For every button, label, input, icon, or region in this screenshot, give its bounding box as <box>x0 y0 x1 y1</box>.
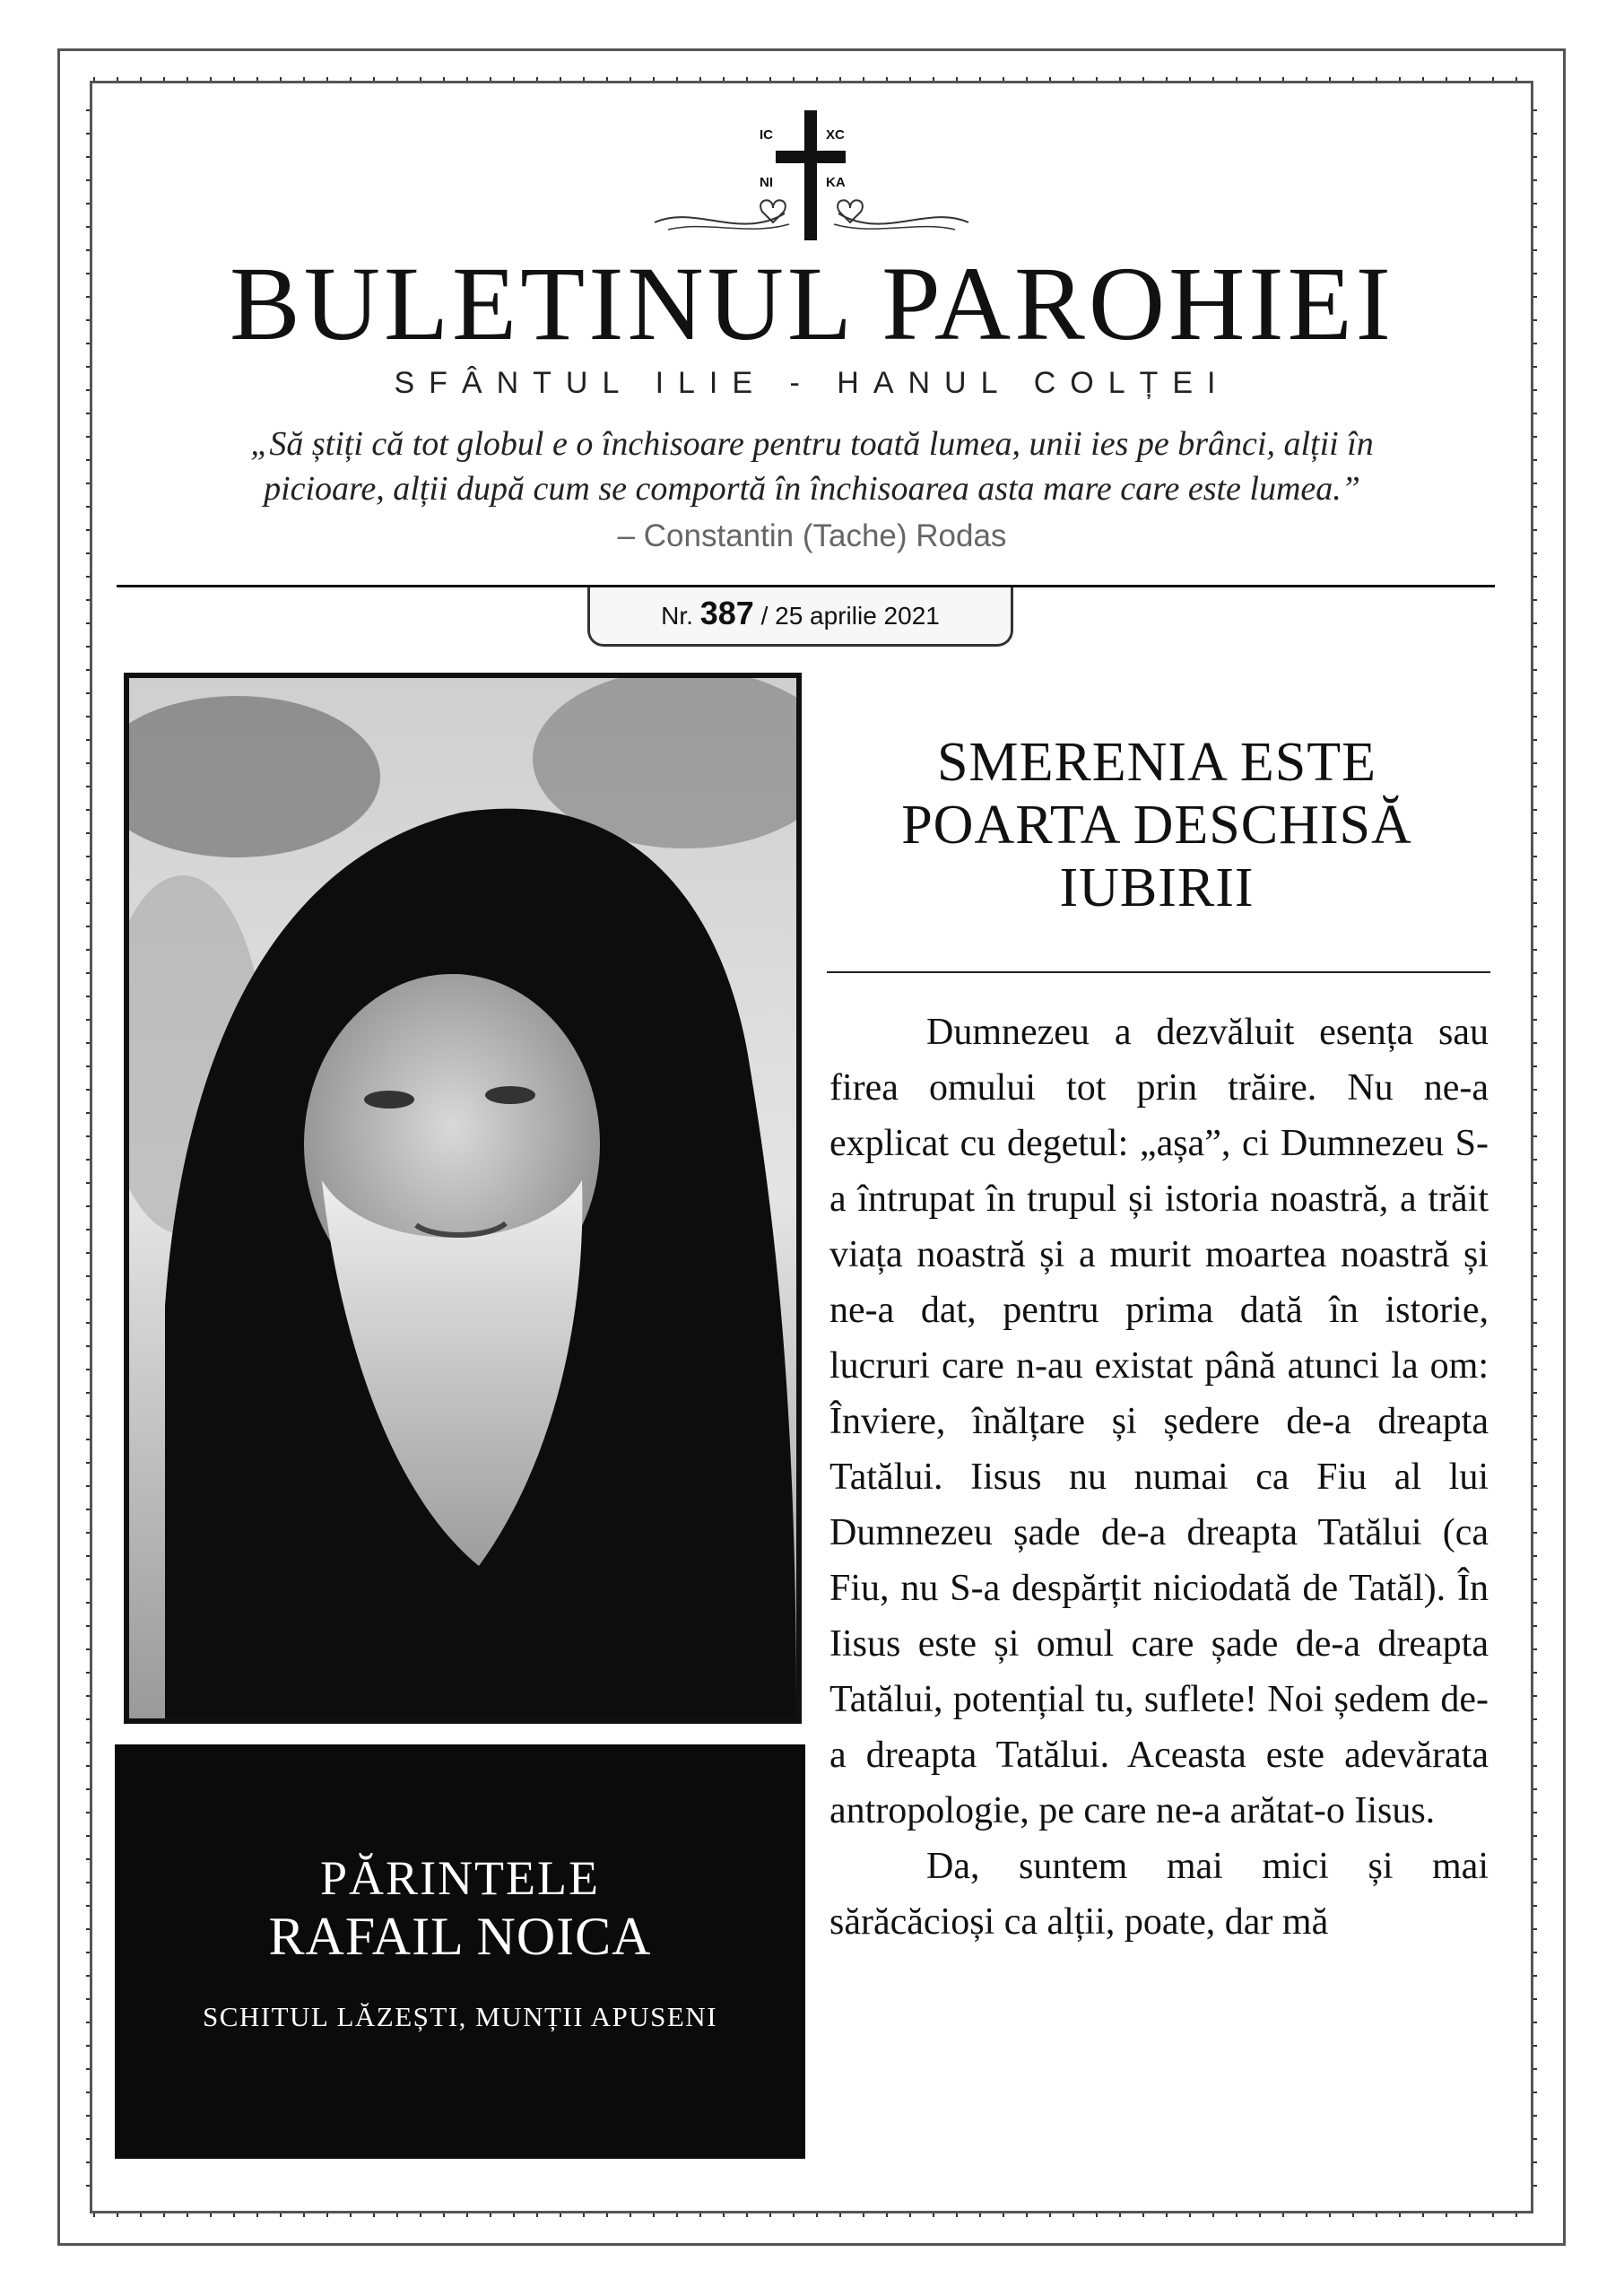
emblem-letter-xc: XC <box>826 127 845 143</box>
motto-author: – Constantin (Tache) Rodas <box>617 518 1007 553</box>
article-paragraph-1: Dumnezeu a dezvăluit esența sau firea omului tot prin trăire. Nu ne-a explicat cu degetul: „așa”, ci Dumnezeu S-a întrupat în trupul și istoria noastră, a trăit viața noastră și a murit moartea noastră și ne-a dat, pentru prima dată în istorie, lucruri care n-au existat până atunci la om: Înviere, înălțare și ședere de-a dreapta Tatălui. Iisus nu numai ca Fiu al lui Dumnezeu șade de-a dreapta Tatălui (ca Fiu, nu S-a despărțit niciodată de Tatăl). În Iisus este și omul care șade de-a dreapta Tatălui, potențial tu, suflete! Noi ședem de-a dreapta Tatălui. Aceasta este adevărata antropologie, pe care ne-a arătat-o Iisus. <box>829 1012 1489 1831</box>
issue-badge <box>587 587 1013 647</box>
emblem-letter-ni: NI <box>760 175 773 190</box>
article-title-line-1: SMERENIA ESTE <box>936 732 1377 793</box>
motto-line-1: „Să știți că tot globul e o închisoare pentru toată lumea, unii ies pe brânci, alții în <box>250 425 1374 463</box>
orthodox-cross-icon <box>650 106 973 249</box>
portrait-photo <box>124 673 802 1724</box>
article-paragraph-2: Da, suntem mai mici și mai sărăcăcioși ca alții, poate, dar mă <box>829 1846 1489 1943</box>
issue-prefix: Nr. <box>661 602 693 630</box>
article-divider <box>827 971 1490 973</box>
article-title-line-2: POARTA DESCHISĂ <box>901 795 1412 856</box>
issue-date: / 25 aprilie 2021 <box>760 602 940 630</box>
issue-number: 387 <box>699 595 754 631</box>
caption-title: PĂRINTELE <box>320 1851 600 1905</box>
motto-quote <box>126 422 1498 511</box>
masthead-title: BULETINUL PAROHIEI <box>230 245 1394 362</box>
emblem-letter-ka: KA <box>826 175 846 190</box>
article-body <box>829 1004 1489 1950</box>
article-title-line-3: IUBIRII <box>1059 857 1255 918</box>
caption-location: SCHITUL LĂZEȘTI, MUNȚII APUSENI <box>202 2001 718 2032</box>
emblem-letter-ic: IC <box>760 127 773 143</box>
photo-caption-box <box>115 1744 805 2159</box>
motto-line-2: picioare, alții după cum se comportă în închisoarea asta mare care este lumea.” <box>264 470 1360 508</box>
masthead-subtitle: SFÂNTUL ILIE - HANUL COLȚEI <box>394 366 1230 400</box>
article-title <box>829 731 1484 919</box>
caption-name: RAFAIL NOICA <box>268 1907 652 1966</box>
portrait-illustration <box>129 678 796 1718</box>
